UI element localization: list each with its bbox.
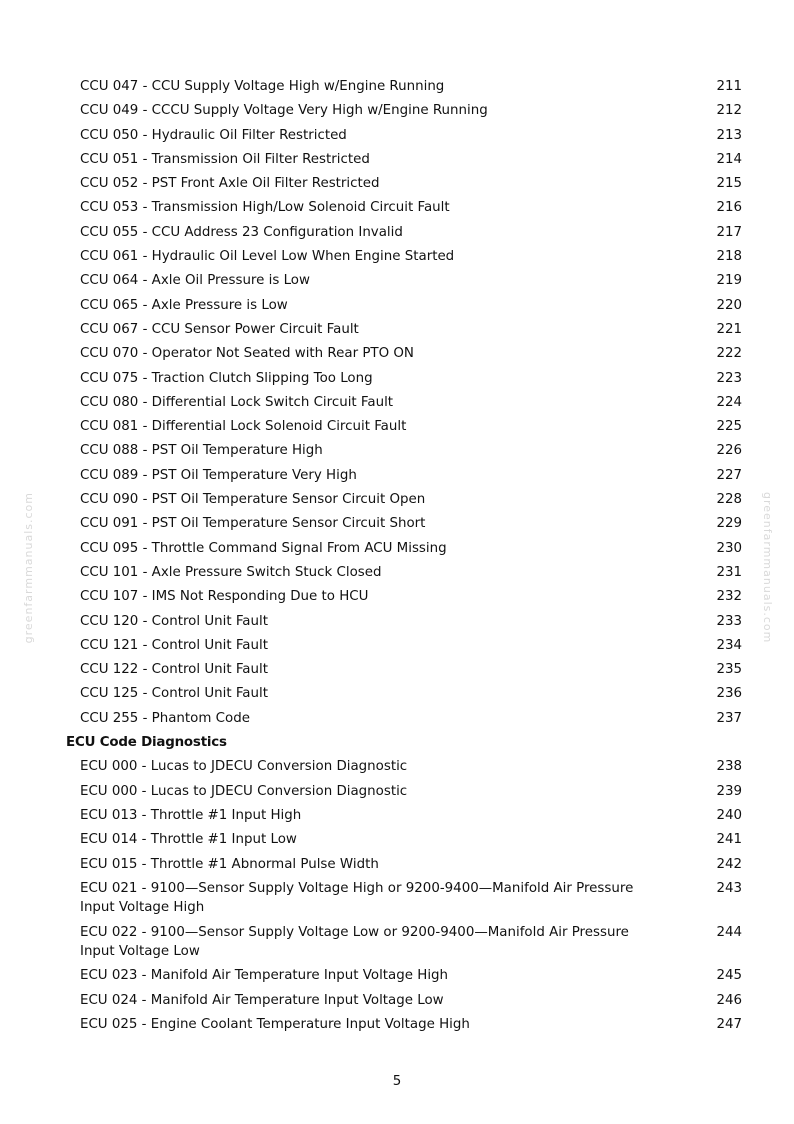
toc-entry-page: 225 [716,419,742,435]
toc-entry[interactable] [66,150,746,174]
toc-entry-page: 217 [716,224,742,240]
toc-entry-page: 222 [716,346,742,362]
toc-entry-title: CCU 101 - Axle Pressure Switch Stuck Closed [80,564,382,580]
toc-entry[interactable] [66,855,746,879]
toc-entry[interactable] [66,466,746,490]
toc-entry[interactable] [66,514,746,538]
toc-entry-page: 246 [716,992,742,1008]
toc-entry-title: CCU 122 - Control Unit Fault [80,662,268,678]
toc-entry[interactable] [66,247,746,271]
toc-entry-page: 243 [716,880,742,896]
toc-entry[interactable] [66,174,746,198]
toc-entry-page: 235 [716,662,742,678]
toc-entry[interactable] [66,660,746,684]
toc-entry[interactable] [66,709,746,733]
toc-entry[interactable] [66,636,746,660]
toc-entry-title: CCU 255 - Phantom Code [80,710,250,726]
toc-entry[interactable] [66,966,746,990]
toc-entry[interactable] [66,369,746,393]
toc-entry-title: CCU 051 - Transmission Oil Filter Restricted [80,151,370,167]
toc-entry-title: CCU 052 - PST Front Axle Oil Filter Restricted [80,176,380,192]
toc-entry-page: 226 [716,443,742,459]
table-of-contents [66,77,746,1039]
toc-entry-page: 241 [716,832,742,848]
toc-entry-page: 231 [716,564,742,580]
toc-entry-title: CCU 107 - IMS Not Responding Due to HCU [80,589,369,605]
toc-entry-page: 215 [716,176,742,192]
toc-entry-page: 247 [716,1016,742,1032]
toc-entry[interactable] [66,77,746,101]
toc-entry-title: ECU 015 - Throttle #1 Abnormal Pulse Width [80,856,379,872]
toc-entry-title: ECU 022 - 9100—Sensor Supply Voltage Low or 9200-9400—Manifold Air Pressure Input Voltage Low [80,924,629,960]
toc-entry-title: ECU 000 - Lucas to JDECU Conversion Diagnostic [80,783,408,799]
watermark-left: greenfarmmanuals.com [22,492,35,644]
toc-entry-page: 221 [716,321,742,337]
toc-entry-page: 211 [716,79,742,94]
toc-entry[interactable] [66,563,746,587]
toc-entry[interactable] [66,126,746,150]
toc-entry[interactable] [66,417,746,441]
toc-entry-page: 244 [716,924,742,940]
toc-entry-title: ECU 025 - Engine Coolant Temperature Input Voltage High [80,1016,470,1032]
toc-entry-page: 234 [716,637,742,653]
section-heading[interactable]: ECU Code Diagnostics [66,735,227,751]
toc-entry-title: CCU 125 - Control Unit Fault [80,686,268,702]
toc-entry[interactable] [66,539,746,563]
toc-entry-title: CCU 050 - Hydraulic Oil Filter Restricted [80,127,347,143]
toc-entry-title: CCU 090 - PST Oil Temperature Sensor Circuit Open [80,492,426,508]
toc-entry[interactable] [66,879,746,923]
toc-entry[interactable] [66,684,746,708]
toc-entry[interactable] [66,612,746,636]
toc-entry-page: 230 [716,540,742,556]
toc-entry-title: ECU 013 - Throttle #1 Input High [80,807,302,823]
toc-entry[interactable] [66,344,746,368]
toc-entry-page: 228 [716,492,742,508]
toc-entry-page: 212 [716,103,742,119]
toc-entry-title: CCU 095 - Throttle Command Signal From ACU Missing [80,540,447,556]
toc-entry[interactable] [66,1015,746,1039]
toc-entry-page: 245 [716,968,742,984]
toc-entry[interactable] [66,490,746,514]
toc-entry-page: 214 [716,151,742,167]
toc-entry-page: 223 [716,370,742,386]
toc-entry-title: ECU 021 - 9100—Sensor Supply Voltage High or 9200-9400—Manifold Air Pressure Input Voltage High [80,880,634,916]
toc-entry[interactable] [66,198,746,222]
toc-entry[interactable] [66,757,746,781]
toc-entry-title: ECU 023 - Manifold Air Temperature Input Voltage High [80,968,449,984]
toc-entry-title: CCU 064 - Axle Oil Pressure is Low [80,273,310,289]
toc-entry-title: CCU 080 - Differential Lock Switch Circuit Fault [80,394,394,410]
toc-entry[interactable] [66,806,746,830]
toc-entry[interactable] [66,393,746,417]
toc-entry[interactable] [66,587,746,611]
toc-entry-page: 240 [716,807,742,823]
toc-entry-page: 239 [716,783,742,799]
toc-entry-title: CCU 065 - Axle Pressure is Low [80,297,288,313]
toc-entry-title: CCU 089 - PST Oil Temperature Very High [80,467,357,483]
toc-entry-title: CCU 053 - Transmission High/Low Solenoid Circuit Fault [80,200,450,216]
toc-entry-page: 227 [716,467,742,483]
watermark-right: greenfarmmanuals.com [761,492,774,644]
toc-entry[interactable] [66,782,746,806]
toc-entry-page: 213 [716,127,742,143]
toc-entry-page: 237 [716,710,742,726]
toc-entry-page: 236 [716,686,742,702]
toc-entry[interactable] [66,991,746,1015]
toc-entry[interactable] [66,441,746,465]
toc-entry-title: CCU 091 - PST Oil Temperature Sensor Circuit Short [80,516,426,532]
toc-entry-title: CCU 121 - Control Unit Fault [80,637,268,653]
toc-entry[interactable] [66,320,746,344]
toc-entry-page: 220 [716,297,742,313]
page-number: 5 [392,1074,402,1089]
toc-entry-title: ECU 000 - Lucas to JDECU Conversion Diagnostic [80,759,408,775]
toc-entry-title: CCU 049 - CCCU Supply Voltage Very High w/Engine Running [80,103,488,119]
toc-entry[interactable] [66,923,746,967]
toc-entry-page: 229 [716,516,742,532]
toc-entry-title: CCU 067 - CCU Sensor Power Circuit Fault [80,321,359,337]
toc-list-ccu [66,77,746,733]
toc-entry-page: 218 [716,249,742,265]
toc-entry-page: 224 [716,394,742,410]
toc-entry-title: ECU 024 - Manifold Air Temperature Input Voltage Low [80,992,444,1008]
toc-entry[interactable] [66,101,746,125]
toc-entry-page: 238 [716,759,742,775]
toc-entry-title: CCU 120 - Control Unit Fault [80,613,268,629]
toc-entry-title: CCU 088 - PST Oil Temperature High [80,443,323,459]
toc-entry-page: 233 [716,613,742,629]
toc-entry-title: ECU 014 - Throttle #1 Input Low [80,832,297,848]
toc-entry-title: CCU 047 - CCU Supply Voltage High w/Engine Running [80,79,445,94]
toc-entry[interactable] [66,830,746,854]
toc-entry-page: 232 [716,589,742,605]
toc-entry-title: CCU 081 - Differential Lock Solenoid Circuit Fault [80,419,407,435]
toc-entry-title: CCU 061 - Hydraulic Oil Level Low When Engine Started [80,249,455,265]
toc-entry[interactable] [66,223,746,247]
toc-entry-page: 216 [716,200,742,216]
toc-entry-page: 242 [716,856,742,872]
toc-entry-page: 219 [716,273,742,289]
toc-entry-title: CCU 055 - CCU Address 23 Configuration Invalid [80,224,403,240]
toc-entry[interactable] [66,296,746,320]
toc-list-ecu [66,757,746,1039]
toc-entry-title: CCU 075 - Traction Clutch Slipping Too Long [80,370,373,386]
toc-entry-title: CCU 070 - Operator Not Seated with Rear PTO ON [80,346,414,362]
toc-entry[interactable] [66,271,746,295]
